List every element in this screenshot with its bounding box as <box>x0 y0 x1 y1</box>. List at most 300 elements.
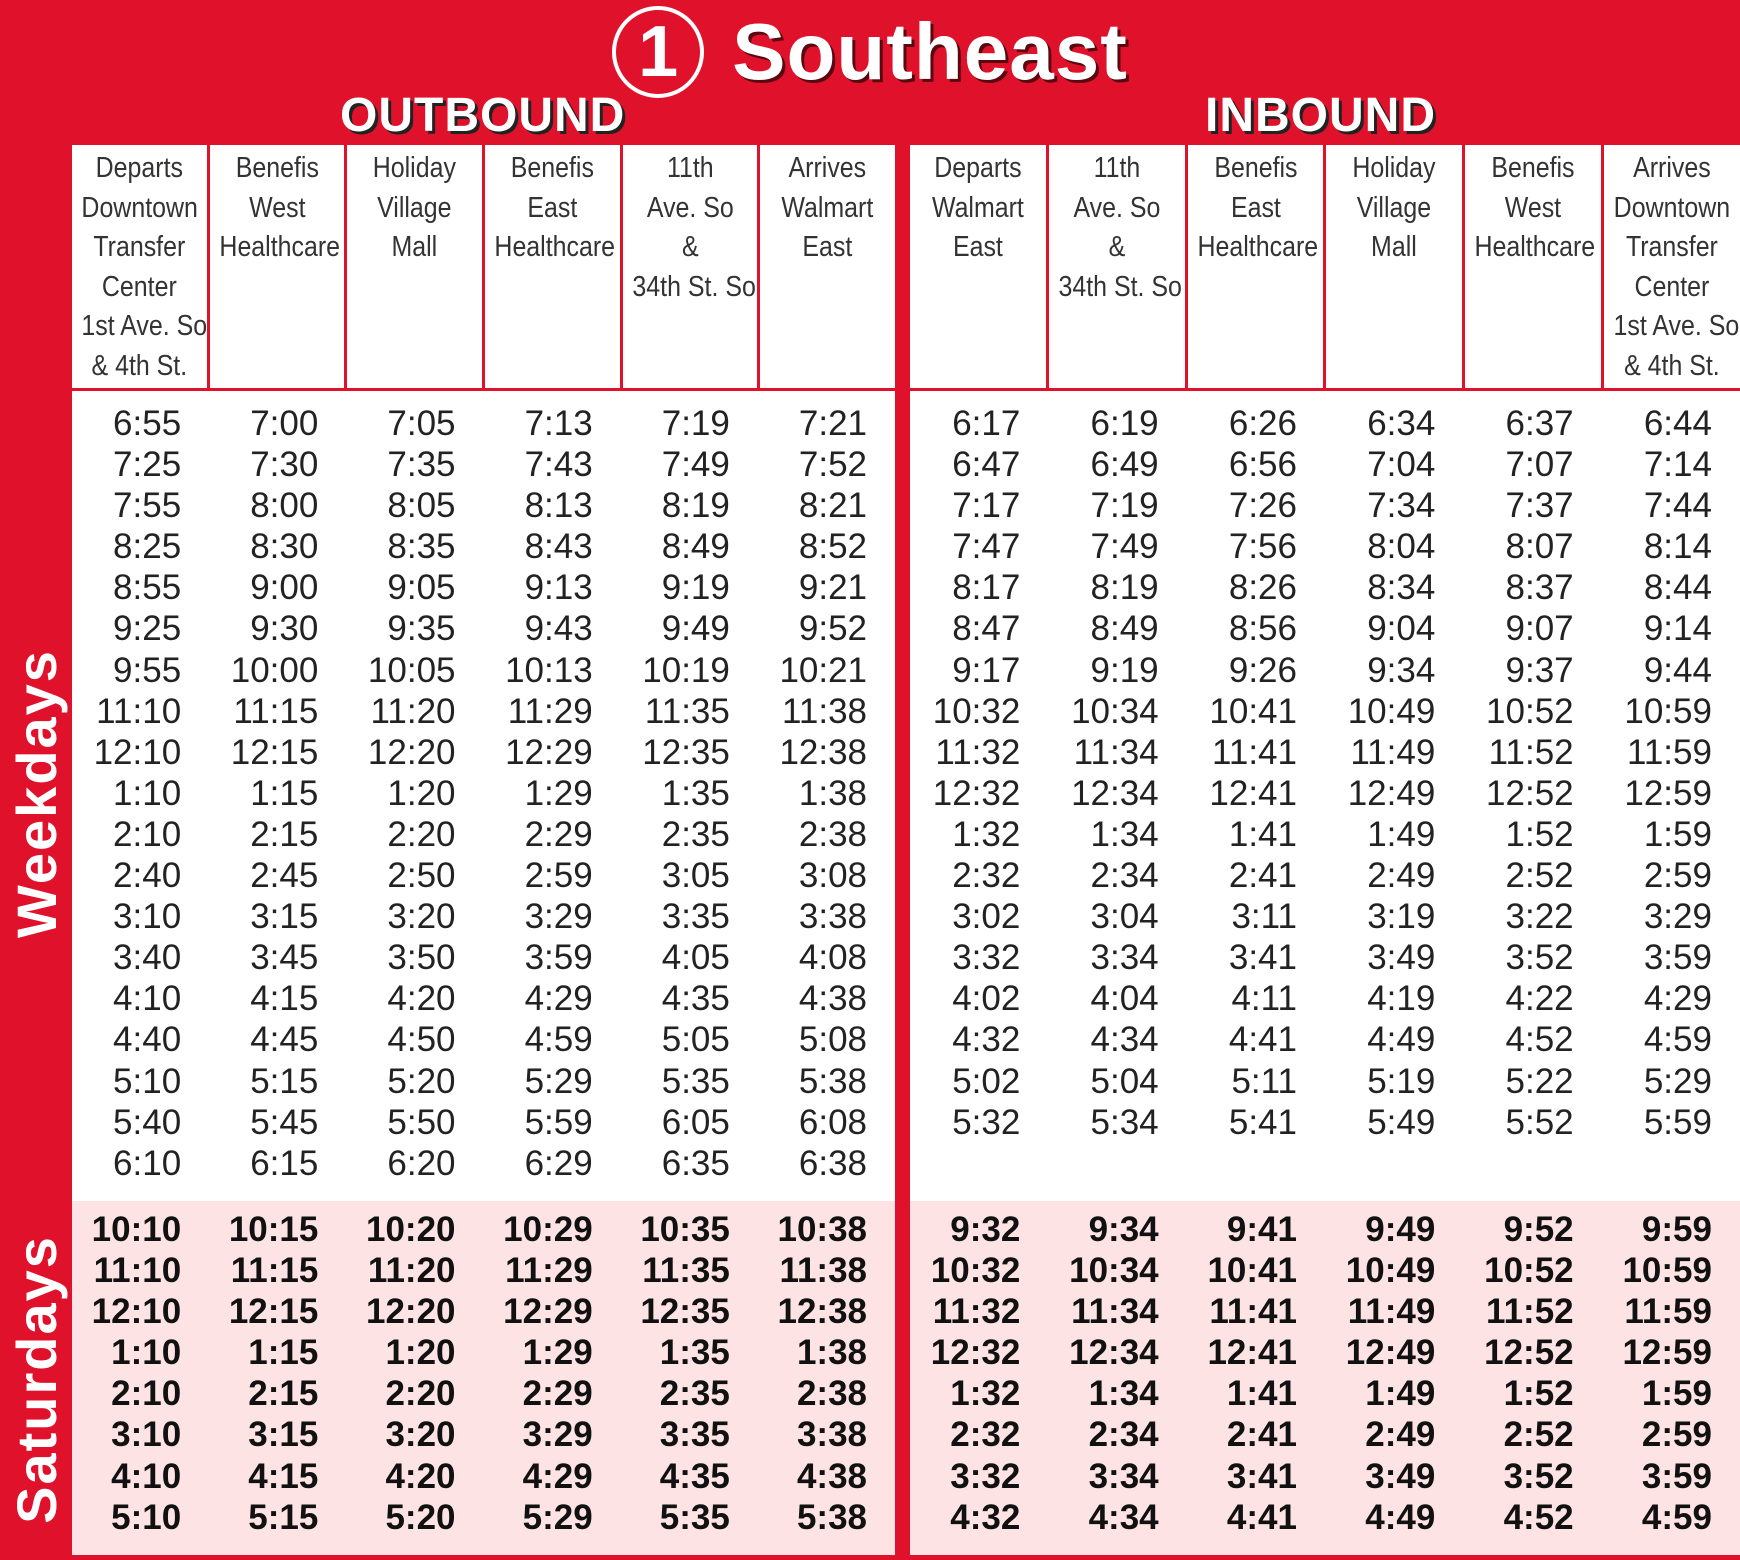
time-cell: 9:55 <box>113 650 182 690</box>
time-cell: 6:08 <box>798 1102 868 1142</box>
time-cell: 4:49 <box>1365 1497 1436 1537</box>
time-cell: 2:38 <box>798 814 868 854</box>
stop-header-line: Healthcare <box>1197 231 1318 263</box>
time-cell: 4:52 <box>1503 1497 1574 1537</box>
stop-header-line: East <box>952 231 1003 263</box>
time-cell: 5:29 <box>524 1061 593 1101</box>
time-cell: 1:20 <box>387 773 456 813</box>
time-cell: 4:59 <box>1641 1497 1712 1537</box>
time-cell: 2:49 <box>1365 1415 1436 1455</box>
weekdays-side-label <box>0 388 72 1198</box>
stop-header-line: Holiday <box>1352 152 1436 184</box>
time-cell: 3:34 <box>1090 938 1159 978</box>
time-cell: 4:20 <box>385 1456 456 1496</box>
schedule-row <box>72 608 895 649</box>
time-cell: 11:34 <box>1073 732 1159 772</box>
time-cell: 3:05 <box>661 856 730 896</box>
inbound-table <box>910 145 1740 1555</box>
time-cell: 3:10 <box>113 897 182 937</box>
schedule-row <box>910 567 1740 608</box>
time-cell: 9:00 <box>250 568 319 608</box>
schedule-row <box>910 896 1740 937</box>
time-cell: 12:34 <box>1069 1333 1159 1373</box>
time-cell: 1:38 <box>798 773 868 813</box>
time-cell: 11:32 <box>935 732 1021 772</box>
time-cell: 3:04 <box>1090 897 1159 937</box>
time-cell: 5:32 <box>952 1102 1021 1142</box>
time-cell: 5:45 <box>250 1102 319 1142</box>
time-cell: 12:32 <box>930 1333 1021 1373</box>
time-cell: 4:50 <box>387 1020 456 1060</box>
outbound-stop-header <box>210 145 348 388</box>
time-cell: 7:55 <box>113 486 182 526</box>
stop-header-line: 34th St. So <box>632 270 756 303</box>
stop-header-line: Walmart <box>781 191 874 224</box>
time-cell: 6:10 <box>113 1143 182 1183</box>
schedule-row <box>72 732 895 773</box>
time-cell: 12:20 <box>367 732 456 772</box>
time-cell: 4:10 <box>113 979 182 1019</box>
time-cell: 8:17 <box>952 568 1021 608</box>
time-cell: 6:26 <box>1228 404 1297 443</box>
time-cell: 1:59 <box>1643 814 1712 854</box>
route-title <box>0 6 1740 98</box>
time-cell: 4:34 <box>1090 1020 1159 1060</box>
time-cell: 1:52 <box>1503 1374 1574 1414</box>
time-cell: 6:44 <box>1643 404 1712 443</box>
time-cell: 9:17 <box>952 650 1021 690</box>
time-cell: 7:47 <box>952 527 1021 567</box>
time-cell: 9:35 <box>387 609 456 649</box>
time-cell: 11:20 <box>367 1251 456 1291</box>
time-cell: 4:35 <box>659 1456 730 1496</box>
time-cell: 7:19 <box>661 404 730 443</box>
time-cell: 9:13 <box>524 568 593 608</box>
time-cell: 4:41 <box>1228 1020 1297 1060</box>
schedule-row <box>72 1332 895 1373</box>
time-cell: 8:14 <box>1643 527 1712 567</box>
stop-header-line: Benefis <box>1491 152 1575 184</box>
time-cell: 11:59 <box>1624 1292 1712 1332</box>
outbound-stop-header <box>760 145 895 388</box>
time-cell: 8:25 <box>113 527 182 567</box>
time-cell: 11:34 <box>1071 1292 1159 1332</box>
time-cell: 12:10 <box>93 732 182 772</box>
schedule-row <box>72 1497 895 1538</box>
time-cell: 5:02 <box>952 1061 1021 1101</box>
schedule-row <box>910 978 1740 1019</box>
stop-header-line: Departs <box>934 152 1022 184</box>
stop-header-line: Mall <box>1371 231 1418 263</box>
time-cell: 3:50 <box>387 938 456 978</box>
time-cell: 2:59 <box>1641 1415 1712 1455</box>
time-cell: 8:49 <box>1090 609 1159 649</box>
time-cell: 4:59 <box>524 1020 593 1060</box>
schedule-row <box>910 732 1740 773</box>
schedule-row <box>72 978 895 1019</box>
time-cell: 2:49 <box>1367 856 1436 896</box>
inbound-stop-headers <box>910 145 1740 391</box>
time-cell: 9:59 <box>1641 1210 1712 1249</box>
time-cell: 12:32 <box>932 773 1021 813</box>
schedule-row <box>910 1209 1740 1250</box>
time-cell: 5:59 <box>1643 1102 1712 1142</box>
time-cell: 1:49 <box>1367 814 1436 854</box>
time-cell: 7:14 <box>1643 445 1712 485</box>
stop-header-line: 11th <box>666 152 714 184</box>
time-cell: 7:13 <box>524 404 593 443</box>
schedule-row <box>72 1414 895 1455</box>
time-cell: 8:55 <box>113 568 182 608</box>
time-cell: 7:05 <box>387 404 456 443</box>
time-cell: 6:20 <box>387 1143 456 1183</box>
time-cell: 7:44 <box>1643 486 1712 526</box>
saturdays-side-label <box>0 1198 72 1560</box>
schedule-row <box>72 1061 895 1102</box>
schedule-row <box>910 1102 1740 1143</box>
time-cell: 2:35 <box>661 814 730 854</box>
time-cell: 3:41 <box>1228 938 1297 978</box>
time-cell: 12:52 <box>1486 773 1574 813</box>
time-cell: 4:29 <box>524 979 593 1019</box>
time-cell: 7:30 <box>250 445 319 485</box>
time-cell: 4:52 <box>1505 1020 1574 1060</box>
time-cell: 11:20 <box>370 691 456 731</box>
time-cell: 8:07 <box>1505 527 1574 567</box>
time-cell: 2:52 <box>1503 1415 1574 1455</box>
time-cell: 2:20 <box>385 1374 456 1414</box>
time-cell: 3:10 <box>111 1415 182 1455</box>
time-cell: 11:10 <box>93 1251 182 1291</box>
time-cell: 3:41 <box>1226 1456 1297 1496</box>
schedule-row <box>72 1456 895 1497</box>
time-cell: 9:30 <box>250 609 319 649</box>
time-cell: 3:45 <box>250 938 319 978</box>
time-cell: 1:49 <box>1365 1374 1436 1414</box>
time-cell: 4:32 <box>950 1497 1021 1537</box>
outbound-heading: OUTBOUND <box>340 89 626 142</box>
time-cell: 2:32 <box>952 856 1021 896</box>
time-cell: 1:10 <box>113 773 182 813</box>
time-cell: 4:11 <box>1231 979 1297 1019</box>
time-cell: 1:34 <box>1088 1374 1159 1414</box>
time-cell: 5:10 <box>113 1061 182 1101</box>
time-cell: 11:38 <box>779 1251 868 1291</box>
time-cell: 11:32 <box>932 1292 1021 1332</box>
time-cell: 1:38 <box>796 1333 868 1373</box>
time-cell: 4:29 <box>1643 979 1712 1019</box>
time-cell: 3:32 <box>952 938 1021 978</box>
time-cell: 7:35 <box>387 445 456 485</box>
time-cell: 10:32 <box>932 691 1021 731</box>
time-cell: 7:34 <box>1367 486 1436 526</box>
schedule-row <box>72 1250 895 1291</box>
time-cell: 5:20 <box>385 1497 456 1537</box>
time-cell: 2:38 <box>796 1374 868 1414</box>
stop-header-line: Center <box>101 270 177 303</box>
time-cell: 8:30 <box>250 527 319 567</box>
time-cell: 6:56 <box>1228 445 1297 485</box>
schedule-row <box>910 937 1740 978</box>
time-cell: 2:40 <box>113 856 182 896</box>
time-cell: 9:52 <box>798 609 868 649</box>
time-cell: 3:35 <box>659 1415 730 1455</box>
time-cell: 2:32 <box>950 1415 1021 1455</box>
schedule-row <box>72 485 895 526</box>
stop-header-line: East <box>1230 191 1281 224</box>
time-cell: 5:29 <box>1643 1061 1712 1101</box>
stop-header-line: Downtown <box>81 191 198 224</box>
time-cell: 4:45 <box>250 1020 319 1060</box>
time-cell: 3:59 <box>524 938 593 978</box>
time-cell: 7:37 <box>1505 486 1574 526</box>
time-cell: 5:50 <box>387 1102 456 1142</box>
time-cell: 10:21 <box>779 650 868 690</box>
time-cell: 9:21 <box>798 568 868 608</box>
time-cell: 1:29 <box>524 773 593 813</box>
time-cell: 1:20 <box>385 1333 456 1373</box>
stop-header-line: Center <box>1634 270 1710 303</box>
schedule-row <box>910 1373 1740 1414</box>
time-cell: 11:49 <box>1350 732 1436 772</box>
time-cell: 2:50 <box>387 856 456 896</box>
stop-header-line: Walmart <box>931 191 1024 224</box>
time-cell: 8:00 <box>250 486 319 526</box>
time-cell: 2:15 <box>248 1374 319 1414</box>
inbound-stop-header <box>1049 145 1188 388</box>
stop-header-line: & <box>681 231 699 263</box>
schedule-row <box>72 403 895 444</box>
time-cell: 1:15 <box>250 773 319 813</box>
time-cell: 12:41 <box>1209 773 1297 813</box>
stop-header-line: Downtown <box>1613 191 1731 224</box>
time-cell: 1:35 <box>659 1333 730 1373</box>
time-cell: 4:41 <box>1226 1497 1297 1537</box>
time-cell: 10:59 <box>1624 691 1712 731</box>
route-number-badge: 1 <box>612 6 704 98</box>
time-cell: 9:26 <box>1228 650 1297 690</box>
time-cell: 8:19 <box>661 486 730 526</box>
time-cell: 4:19 <box>1367 979 1436 1019</box>
time-cell: 10:34 <box>1071 691 1159 731</box>
schedule-row <box>72 1102 895 1143</box>
time-cell: 11:41 <box>1209 1292 1297 1332</box>
time-cell: 3:35 <box>661 897 730 937</box>
schedule-row <box>910 691 1740 732</box>
time-cell: 11:15 <box>230 1251 319 1291</box>
schedule-row <box>72 567 895 608</box>
time-cell: 3:29 <box>524 897 593 937</box>
time-cell: 7:04 <box>1367 445 1436 485</box>
inbound-stop-header <box>1604 145 1740 388</box>
time-cell: 5:34 <box>1090 1102 1159 1142</box>
stop-header-line: Village <box>377 191 452 224</box>
time-cell: 11:35 <box>644 691 730 731</box>
stop-header-line: East <box>802 231 853 263</box>
inbound-weekday-times <box>910 391 1740 1201</box>
schedule-row <box>910 1250 1740 1291</box>
inbound-stop-header <box>1465 145 1604 388</box>
time-cell: 7:52 <box>798 445 868 485</box>
time-cell: 4:04 <box>1090 979 1159 1019</box>
schedule-row <box>72 1209 895 1250</box>
time-cell: 10:35 <box>640 1210 730 1249</box>
time-cell: 2:45 <box>250 856 319 896</box>
time-cell: 11:35 <box>642 1251 730 1291</box>
time-cell: 3:38 <box>796 1415 868 1455</box>
time-cell: 5:15 <box>248 1497 319 1537</box>
time-cell: 8:47 <box>952 609 1021 649</box>
time-cell: 1:10 <box>111 1333 182 1373</box>
time-cell: 5:19 <box>1367 1061 1436 1101</box>
stop-header-line: Village <box>1357 191 1432 224</box>
weekdays-label: Weekdays <box>4 648 68 938</box>
time-cell: 11:10 <box>96 691 182 731</box>
time-cell: 10:38 <box>777 1210 868 1249</box>
time-cell: 1:59 <box>1641 1374 1712 1414</box>
time-cell: 12:49 <box>1345 1333 1436 1373</box>
time-cell: 3:29 <box>522 1415 593 1455</box>
time-cell: 11:38 <box>782 691 868 731</box>
time-cell: 4:10 <box>111 1456 182 1496</box>
time-cell: 11:52 <box>1486 1292 1574 1332</box>
stop-header-line: Arrives <box>788 152 867 184</box>
time-cell: 3:52 <box>1503 1456 1574 1496</box>
time-cell: 5:52 <box>1505 1102 1574 1142</box>
stop-header-line: Holiday <box>373 152 457 184</box>
schedule-row <box>910 1061 1740 1102</box>
time-cell: 5:15 <box>250 1061 319 1101</box>
outbound-stop-headers <box>72 145 895 391</box>
time-cell: 8:21 <box>798 486 868 526</box>
time-cell: 8:13 <box>524 486 593 526</box>
time-cell: 6:29 <box>524 1143 593 1183</box>
time-cell: 7:49 <box>1090 527 1159 567</box>
inbound-stop-header <box>1188 145 1327 388</box>
time-cell: 6:38 <box>798 1143 868 1183</box>
time-cell: 5:38 <box>798 1061 868 1101</box>
time-cell: 10:05 <box>367 650 456 690</box>
time-cell: 7:07 <box>1505 445 1574 485</box>
time-cell: 4:49 <box>1367 1020 1436 1060</box>
outbound-stop-header <box>72 145 210 388</box>
time-cell: 2:20 <box>387 814 456 854</box>
inbound-saturday-times <box>910 1201 1740 1555</box>
time-cell: 11:49 <box>1347 1292 1436 1332</box>
time-cell: 5:35 <box>659 1497 730 1537</box>
stop-header-line: & <box>1108 231 1126 263</box>
time-cell: 10:49 <box>1345 1251 1436 1291</box>
time-cell: 5:11 <box>1231 1061 1297 1101</box>
time-cell: 9:07 <box>1505 609 1574 649</box>
time-cell: 2:52 <box>1505 856 1574 896</box>
time-cell: 1:52 <box>1505 814 1574 854</box>
time-cell: 8:34 <box>1367 568 1436 608</box>
schedule-row <box>72 691 895 732</box>
time-cell: 3:19 <box>1367 897 1436 937</box>
schedule-row <box>910 485 1740 526</box>
time-cell: 10:00 <box>230 650 319 690</box>
time-cell: 9:32 <box>950 1210 1021 1249</box>
outbound-table <box>72 145 895 1555</box>
time-cell: 5:35 <box>661 1061 730 1101</box>
time-cell: 11:29 <box>507 691 593 731</box>
time-cell: 12:15 <box>228 1292 319 1332</box>
time-cell: 4:59 <box>1643 1020 1712 1060</box>
time-cell: 6:55 <box>113 404 182 443</box>
stop-header-line: Transfer <box>93 231 186 263</box>
schedule-row <box>910 855 1740 896</box>
time-cell: 12:41 <box>1207 1333 1297 1373</box>
time-cell: 7:00 <box>250 404 319 443</box>
time-cell: 3:11 <box>1231 897 1297 937</box>
stop-header-line: Departs <box>95 152 184 184</box>
time-cell: 5:04 <box>1090 1061 1159 1101</box>
time-cell: 7:26 <box>1228 486 1297 526</box>
outbound-stop-header <box>623 145 761 388</box>
time-cell: 7:17 <box>952 486 1021 526</box>
time-cell: 9:05 <box>387 568 456 608</box>
stop-header-line: 1st Ave. So <box>81 310 208 342</box>
time-cell: 4:08 <box>798 938 868 978</box>
time-cell: 5:20 <box>387 1061 456 1101</box>
stop-header-line: & 4th St. <box>91 349 188 382</box>
stop-header-line: Benefis <box>235 152 319 184</box>
time-cell: 6:47 <box>952 445 1021 485</box>
time-cell: 3:15 <box>248 1415 319 1455</box>
time-cell: 4:40 <box>113 1020 182 1060</box>
time-cell: 8:56 <box>1228 609 1297 649</box>
schedule-row <box>72 1291 895 1332</box>
time-cell: 7:19 <box>1090 486 1159 526</box>
schedule-row <box>910 1291 1740 1332</box>
stop-header-line: Transfer <box>1626 231 1719 263</box>
time-cell: 2:15 <box>250 814 319 854</box>
time-cell: 12:10 <box>91 1292 182 1332</box>
time-cell: 1:29 <box>522 1333 593 1373</box>
time-cell: 10:20 <box>365 1210 456 1249</box>
time-cell: 5:10 <box>111 1497 182 1537</box>
time-cell: 9:44 <box>1643 650 1712 690</box>
time-cell: 9:49 <box>1365 1210 1436 1249</box>
time-cell: 5:59 <box>524 1102 593 1142</box>
time-cell: 5:38 <box>796 1497 868 1537</box>
time-cell: 4:34 <box>1088 1497 1159 1537</box>
time-cell: 3:20 <box>385 1415 456 1455</box>
stop-header-line: Healthcare <box>1474 231 1596 263</box>
saturdays-label: Saturdays <box>4 1234 68 1524</box>
time-cell: 12:35 <box>642 732 730 772</box>
schedule-row <box>910 1456 1740 1497</box>
time-cell: 3:49 <box>1365 1456 1436 1496</box>
time-cell: 8:49 <box>661 527 730 567</box>
schedule-row <box>910 1019 1740 1060</box>
time-cell: 12:38 <box>777 1292 868 1332</box>
time-cell: 7:25 <box>113 445 182 485</box>
time-cell: 11:29 <box>505 1251 593 1291</box>
schedule-row <box>910 608 1740 649</box>
time-cell: 10:13 <box>505 650 593 690</box>
time-cell: 10:52 <box>1484 1251 1574 1291</box>
schedule-row <box>910 1497 1740 1538</box>
time-cell: 11:41 <box>1211 732 1297 772</box>
time-cell: 10:34 <box>1069 1251 1159 1291</box>
stop-header-line: Ave. So <box>1073 191 1161 224</box>
time-cell: 12:35 <box>640 1292 730 1332</box>
time-cell: 7:21 <box>798 404 868 443</box>
time-cell: 10:19 <box>642 650 730 690</box>
time-cell: 4:38 <box>798 979 868 1019</box>
